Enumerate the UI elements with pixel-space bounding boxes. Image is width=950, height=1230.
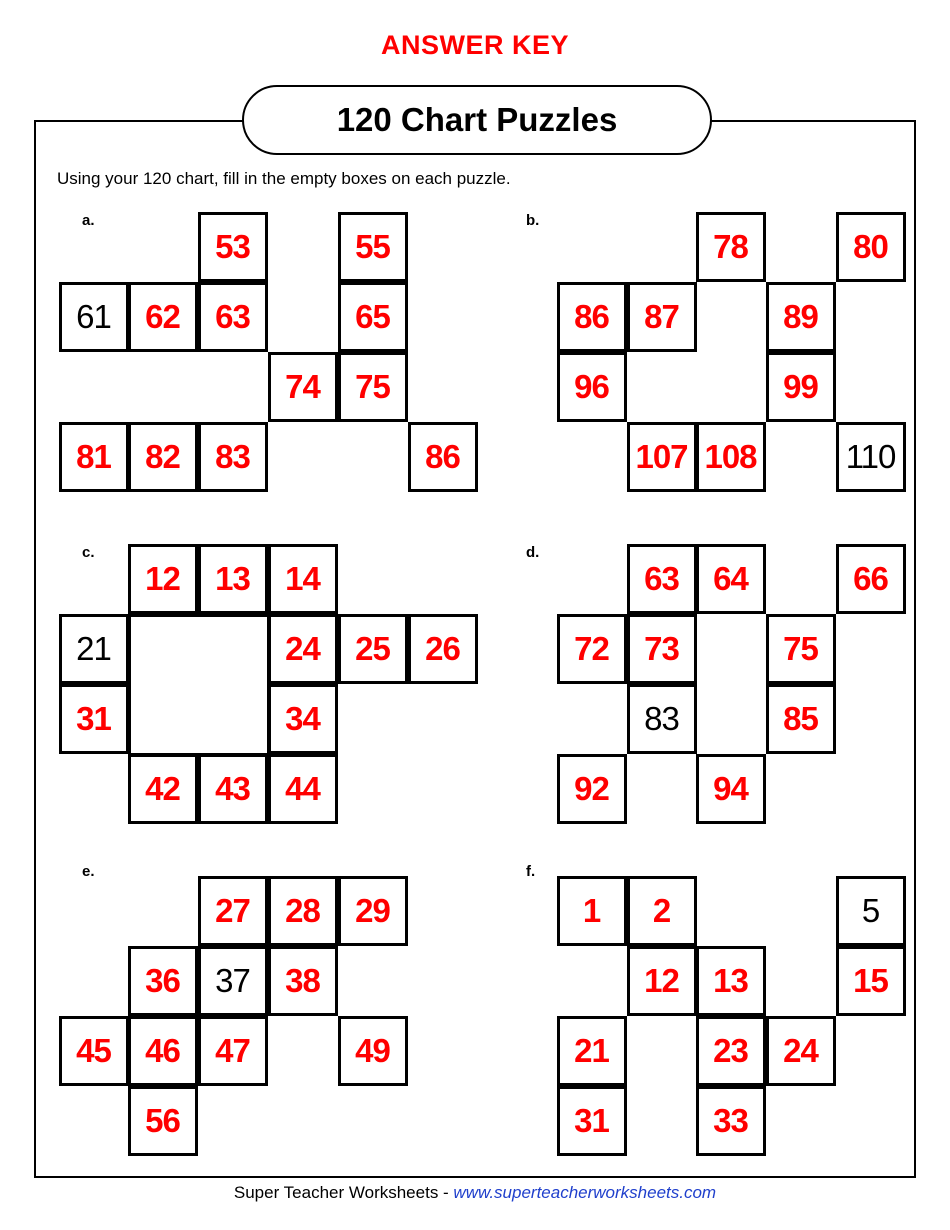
answer-number: 31	[76, 700, 111, 737]
puzzle-c-cell	[198, 544, 268, 614]
footer-text: Super Teacher Worksheets -	[233, 1183, 454, 1202]
puzzle-a-cell	[338, 282, 408, 352]
puzzle-e-cell	[198, 946, 268, 1016]
puzzle-b-cell	[627, 282, 697, 352]
answer-number: 24	[285, 630, 320, 667]
answer-number: 24	[783, 1032, 818, 1069]
puzzle-a-cell	[198, 212, 268, 282]
puzzle-c-cell	[128, 544, 198, 614]
puzzle-e-cell	[338, 876, 408, 946]
answer-number: 65	[355, 298, 390, 335]
puzzle-f-cell	[696, 1016, 766, 1086]
answer-number: 96	[574, 368, 609, 405]
answer-number: 31	[574, 1102, 609, 1139]
answer-number: 78	[713, 228, 748, 265]
puzzle-e-cell	[338, 1016, 408, 1086]
puzzle-c-cell	[338, 614, 408, 684]
puzzle-f-cell	[696, 1086, 766, 1156]
answer-number: 63	[215, 298, 250, 335]
puzzle-e-label: e.	[82, 863, 95, 880]
puzzle-d-label: d.	[526, 544, 540, 561]
puzzle-d-cell	[627, 544, 697, 614]
puzzle-d-cell	[766, 614, 836, 684]
answer-number: 73	[644, 630, 679, 667]
puzzle-b-cell	[836, 422, 906, 492]
puzzle-e-cell	[128, 1016, 198, 1086]
puzzle-a-cell	[128, 282, 198, 352]
puzzle-c-cell	[408, 614, 478, 684]
page-title: 120 Chart Puzzles	[242, 85, 712, 155]
puzzle-a-cell	[408, 422, 478, 492]
puzzle-b-cell	[557, 352, 627, 422]
given-number: 37	[215, 962, 250, 999]
puzzle-e-cell	[128, 946, 198, 1016]
puzzle-b-cell	[836, 212, 906, 282]
puzzle-d-cell	[766, 684, 836, 754]
answer-number: 108	[704, 438, 757, 475]
puzzle-f-cell	[557, 1016, 627, 1086]
puzzle-b-cell	[627, 422, 697, 492]
puzzle-c-cell	[268, 544, 338, 614]
puzzle-f-cell	[557, 876, 627, 946]
answer-number: 75	[355, 368, 390, 405]
puzzle-f-cell	[627, 946, 697, 1016]
puzzle-b-cell	[557, 282, 627, 352]
answer-number: 33	[713, 1102, 748, 1139]
puzzle-c-cell	[59, 614, 129, 684]
answer-number: 45	[76, 1032, 111, 1069]
puzzle-d-cell	[696, 754, 766, 824]
puzzle-b-cell	[696, 422, 766, 492]
puzzle-d-cell	[557, 614, 627, 684]
answer-number: 1	[582, 892, 601, 929]
puzzle-f-cell	[557, 1086, 627, 1156]
answer-number: 83	[215, 438, 250, 475]
answer-number: 43	[215, 770, 250, 807]
puzzle-d-cell	[696, 544, 766, 614]
answer-number: 12	[145, 560, 180, 597]
puzzle-e-cell	[268, 876, 338, 946]
footer-url-link[interactable]: www.superteacherworksheets.com	[453, 1183, 717, 1202]
answer-number: 85	[783, 700, 818, 737]
puzzle-e-cell	[268, 946, 338, 1016]
answer-number: 28	[285, 892, 320, 929]
answer-key-heading: ANSWER KEY	[380, 30, 569, 60]
puzzle-c-empty-block	[128, 614, 270, 756]
puzzle-c-cell	[198, 754, 268, 824]
answer-number: 89	[783, 298, 818, 335]
answer-number: 55	[355, 228, 390, 265]
answer-number: 23	[713, 1032, 748, 1069]
answer-number: 62	[145, 298, 180, 335]
answer-number: 87	[644, 298, 679, 335]
answer-number: 12	[644, 962, 679, 999]
puzzle-e-cell	[198, 1016, 268, 1086]
puzzle-e-cell	[59, 1016, 129, 1086]
puzzle-c-cell	[59, 684, 129, 754]
answer-number: 53	[215, 228, 250, 265]
answer-number: 42	[145, 770, 180, 807]
answer-number: 86	[574, 298, 609, 335]
answer-number: 80	[853, 228, 888, 265]
puzzle-a-cell	[59, 282, 129, 352]
answer-number: 2	[652, 892, 671, 929]
answer-number: 21	[574, 1032, 609, 1069]
puzzle-a-cell	[198, 282, 268, 352]
answer-number: 29	[355, 892, 390, 929]
puzzle-f-label: f.	[526, 863, 536, 880]
answer-number: 26	[425, 630, 460, 667]
answer-number: 64	[713, 560, 748, 597]
puzzle-a-cell	[338, 212, 408, 282]
puzzle-f-cell	[766, 1016, 836, 1086]
puzzle-c-cell	[128, 754, 198, 824]
puzzle-b-label: b.	[526, 212, 540, 229]
puzzle-b-cell	[696, 212, 766, 282]
answer-number: 92	[574, 770, 609, 807]
puzzle-e-cell	[198, 876, 268, 946]
answer-number: 14	[285, 560, 320, 597]
answer-number: 86	[425, 438, 460, 475]
given-number: 5	[861, 892, 880, 929]
puzzle-a-label: a.	[82, 212, 95, 229]
answer-number: 44	[285, 770, 320, 807]
given-number: 61	[76, 298, 111, 335]
answer-number: 66	[853, 560, 888, 597]
answer-number: 15	[853, 962, 888, 999]
answer-number: 63	[644, 560, 679, 597]
puzzle-d-cell	[627, 684, 697, 754]
puzzle-a-cell	[198, 422, 268, 492]
puzzle-d-cell	[836, 544, 906, 614]
answer-number: 49	[355, 1032, 390, 1069]
given-number: 83	[644, 700, 679, 737]
puzzle-b-cell	[766, 352, 836, 422]
answer-number: 99	[783, 368, 818, 405]
puzzle-f-cell	[836, 946, 906, 1016]
answer-number: 75	[783, 630, 818, 667]
answer-number: 56	[145, 1102, 180, 1139]
given-number: 21	[76, 630, 111, 667]
answer-number: 47	[215, 1032, 250, 1069]
answer-number: 25	[355, 630, 390, 667]
answer-number: 13	[713, 962, 748, 999]
puzzle-d-cell	[627, 614, 697, 684]
answer-number: 81	[76, 438, 111, 475]
answer-number: 27	[215, 892, 250, 929]
answer-number: 38	[285, 962, 320, 999]
puzzle-a-cell	[59, 422, 129, 492]
puzzle-c-cell	[268, 754, 338, 824]
puzzle-e-cell	[128, 1086, 198, 1156]
puzzle-c-cell	[268, 614, 338, 684]
answer-number: 13	[215, 560, 250, 597]
given-number: 110	[845, 438, 896, 475]
answer-number: 72	[574, 630, 609, 667]
footer	[0, 1183, 950, 1203]
answer-number: 46	[145, 1032, 180, 1069]
instructions: Using your 120 chart, fill in the empty boxes on each puzzle.	[57, 169, 511, 188]
puzzle-a-cell	[268, 352, 338, 422]
answer-number: 34	[285, 700, 320, 737]
answer-number: 82	[145, 438, 180, 475]
answer-number: 74	[285, 368, 320, 405]
puzzle-f-cell	[627, 876, 697, 946]
answer-number: 94	[713, 770, 748, 807]
puzzle-f-cell	[696, 946, 766, 1016]
puzzle-f-cell	[836, 876, 906, 946]
answer-number: 36	[145, 962, 180, 999]
puzzle-d-cell	[557, 754, 627, 824]
puzzle-c-cell	[268, 684, 338, 754]
answer-number: 107	[635, 438, 688, 475]
puzzle-b-cell	[766, 282, 836, 352]
puzzle-a-cell	[128, 422, 198, 492]
puzzle-a-cell	[338, 352, 408, 422]
puzzle-c-label: c.	[82, 544, 95, 561]
